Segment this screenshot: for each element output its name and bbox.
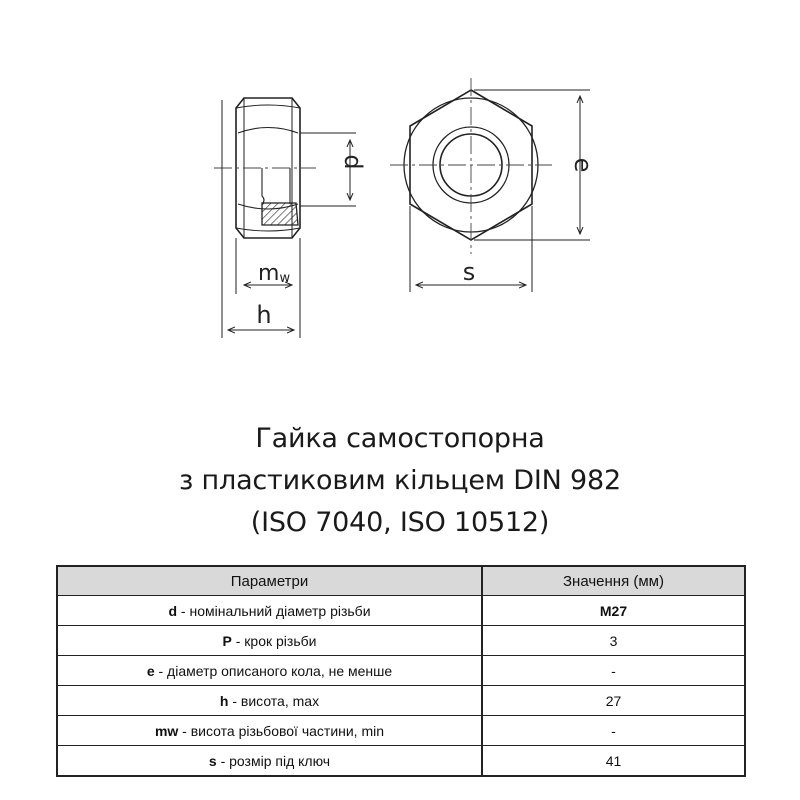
title-line-1: Гайка самостопорна: [255, 423, 545, 454]
table-body: [57, 596, 745, 777]
param-symbol: e: [146, 662, 155, 679]
param-value: 27: [482, 686, 745, 716]
param-symbol: P: [222, 632, 232, 649]
header-parameters: Параметри: [57, 566, 482, 596]
param-description: - номінальний діаметр різьби: [177, 602, 371, 619]
e-label: e: [569, 157, 597, 173]
table-row: [57, 596, 745, 626]
param-value: -: [482, 716, 745, 746]
param-description: - висота, max: [228, 692, 320, 709]
param-value: M27: [482, 596, 745, 626]
mw-label: mw: [258, 261, 291, 286]
table-row: [57, 656, 745, 686]
title-line-3: (ISO 7040, ISO 10512): [250, 507, 550, 538]
table-row: [57, 716, 745, 746]
param-cell: [57, 746, 482, 777]
param-cell: [57, 626, 482, 656]
param-cell: [57, 656, 482, 686]
param-symbol: mw: [154, 722, 179, 739]
s-label: s: [462, 258, 476, 286]
front-centerlines: [390, 78, 552, 254]
param-cell: [57, 716, 482, 746]
parameters-table: [56, 565, 746, 777]
table-row: [57, 686, 745, 716]
param-cell: [57, 596, 482, 626]
param-description: - висота різьбової частини, min: [178, 722, 385, 739]
table-row: [57, 746, 745, 777]
param-symbol: s: [208, 752, 217, 769]
h-label: h: [256, 301, 272, 329]
d-label: d: [339, 154, 367, 170]
title-line-2: з пластиковим кільцем DIN 982: [179, 465, 621, 496]
product-title: [0, 418, 800, 544]
table-row: [57, 626, 745, 656]
param-description: - діаметр описаного кола, не менше: [154, 662, 393, 679]
param-value: 41: [482, 746, 745, 777]
param-symbol: d: [168, 602, 178, 619]
param-value: -: [482, 656, 745, 686]
param-value: 3: [482, 626, 745, 656]
param-symbol: h: [219, 692, 229, 709]
param-cell: [57, 686, 482, 716]
table-header-row: [57, 566, 745, 596]
header-values: Значення (мм): [482, 566, 745, 596]
param-description: - крок різьби: [231, 632, 317, 649]
param-description: - розмір під ключ: [216, 752, 331, 769]
